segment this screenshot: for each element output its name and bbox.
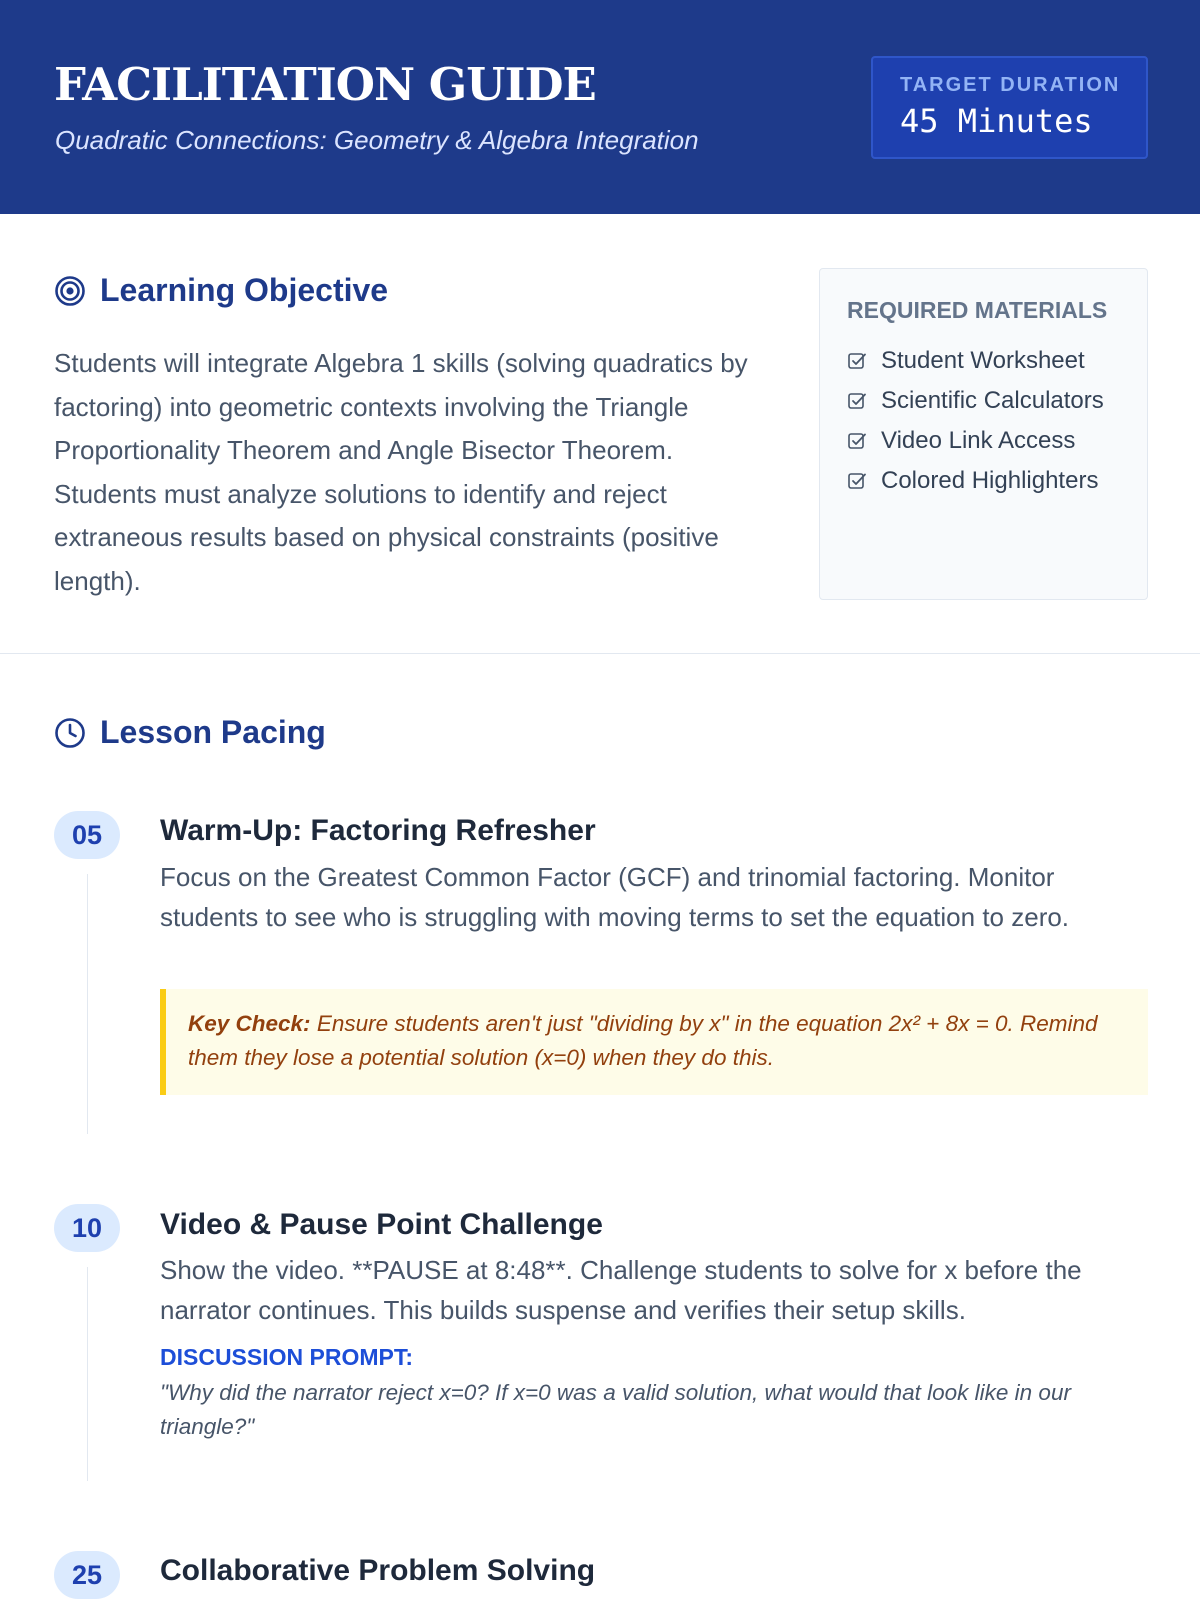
timeline-line — [87, 874, 88, 1134]
material-item — [847, 421, 1104, 461]
material-label: Colored Highlighters — [881, 467, 1099, 494]
duration-label: TARGET DURATION — [900, 74, 1121, 96]
key-check-callout — [160, 989, 1148, 1095]
objective-heading — [54, 272, 388, 309]
step-title: Warm-Up: Factoring Refresher — [160, 814, 596, 847]
checkbox-checked-icon — [847, 471, 867, 491]
section-divider — [0, 653, 1200, 654]
materials-box — [819, 268, 1148, 600]
materials-title: REQUIRED MATERIALS — [847, 297, 1108, 323]
page-subtitle: Quadratic Connections: Geometry & Algebra Integration — [55, 125, 699, 155]
material-label: Video Link Access — [881, 427, 1076, 454]
step-duration-badge: 05 — [54, 811, 120, 859]
objective-text: Students will integrate Algebra 1 skills (solving quadratics by factoring) into geometric contexts involving the Triangle Proportionality Theorem and Angle Bisector Theorem. Students must analyze solutions to identify and reject extraneous results based on physical constraints (positive length). — [54, 348, 748, 596]
step-title: Collaborative Problem Solving — [160, 1554, 596, 1587]
page-header — [0, 0, 1200, 214]
discussion-prompt-text: "Why did the narrator reject x=0? If x=0 was a valid solution, what would that look like in our triangle?" — [160, 1380, 1071, 1439]
key-check-text: Ensure students aren't just "dividing by x" in the equation 2x² + 8x = 0. Remind them they lose a potential solution (x=0) when they do this. — [188, 1011, 1098, 1070]
pacing-heading-label: Lesson Pacing — [100, 714, 326, 750]
target-icon — [54, 275, 86, 307]
objective-heading-label: Learning Objective — [100, 272, 389, 308]
checkbox-checked-icon — [847, 351, 867, 371]
key-check-label: Key Check: — [188, 1011, 311, 1036]
material-label: Student Worksheet — [881, 347, 1085, 374]
timeline-line — [87, 1267, 88, 1481]
discussion-prompt-label: DISCUSSION PROMPT: — [160, 1344, 414, 1370]
material-item — [847, 341, 1104, 381]
material-label: Scientific Calculators — [881, 387, 1104, 414]
material-item — [847, 381, 1104, 421]
pacing-heading — [54, 714, 326, 751]
clock-icon — [54, 717, 86, 749]
page-title: FACILITATION GUIDE — [54, 58, 596, 111]
materials-list — [847, 341, 1104, 501]
material-item — [847, 461, 1104, 501]
duration-value: 45 Minutes — [900, 102, 1093, 140]
step-duration-badge: 10 — [54, 1204, 120, 1252]
duration-box — [871, 56, 1148, 159]
step-description: Show the video. **PAUSE at 8:48**. Challenge students to solve for x before the narrator continues. This builds suspense and verifies their setup skills. — [160, 1255, 1082, 1325]
checkbox-checked-icon — [847, 391, 867, 411]
step-description: Focus on the Greatest Common Factor (GCF) and trinomial factoring. Monitor students to see who is struggling with moving terms to set the equation to zero. — [160, 862, 1070, 932]
checkbox-checked-icon — [847, 431, 867, 451]
step-duration-badge: 25 — [54, 1551, 120, 1599]
step-title: Video & Pause Point Challenge — [160, 1208, 603, 1241]
